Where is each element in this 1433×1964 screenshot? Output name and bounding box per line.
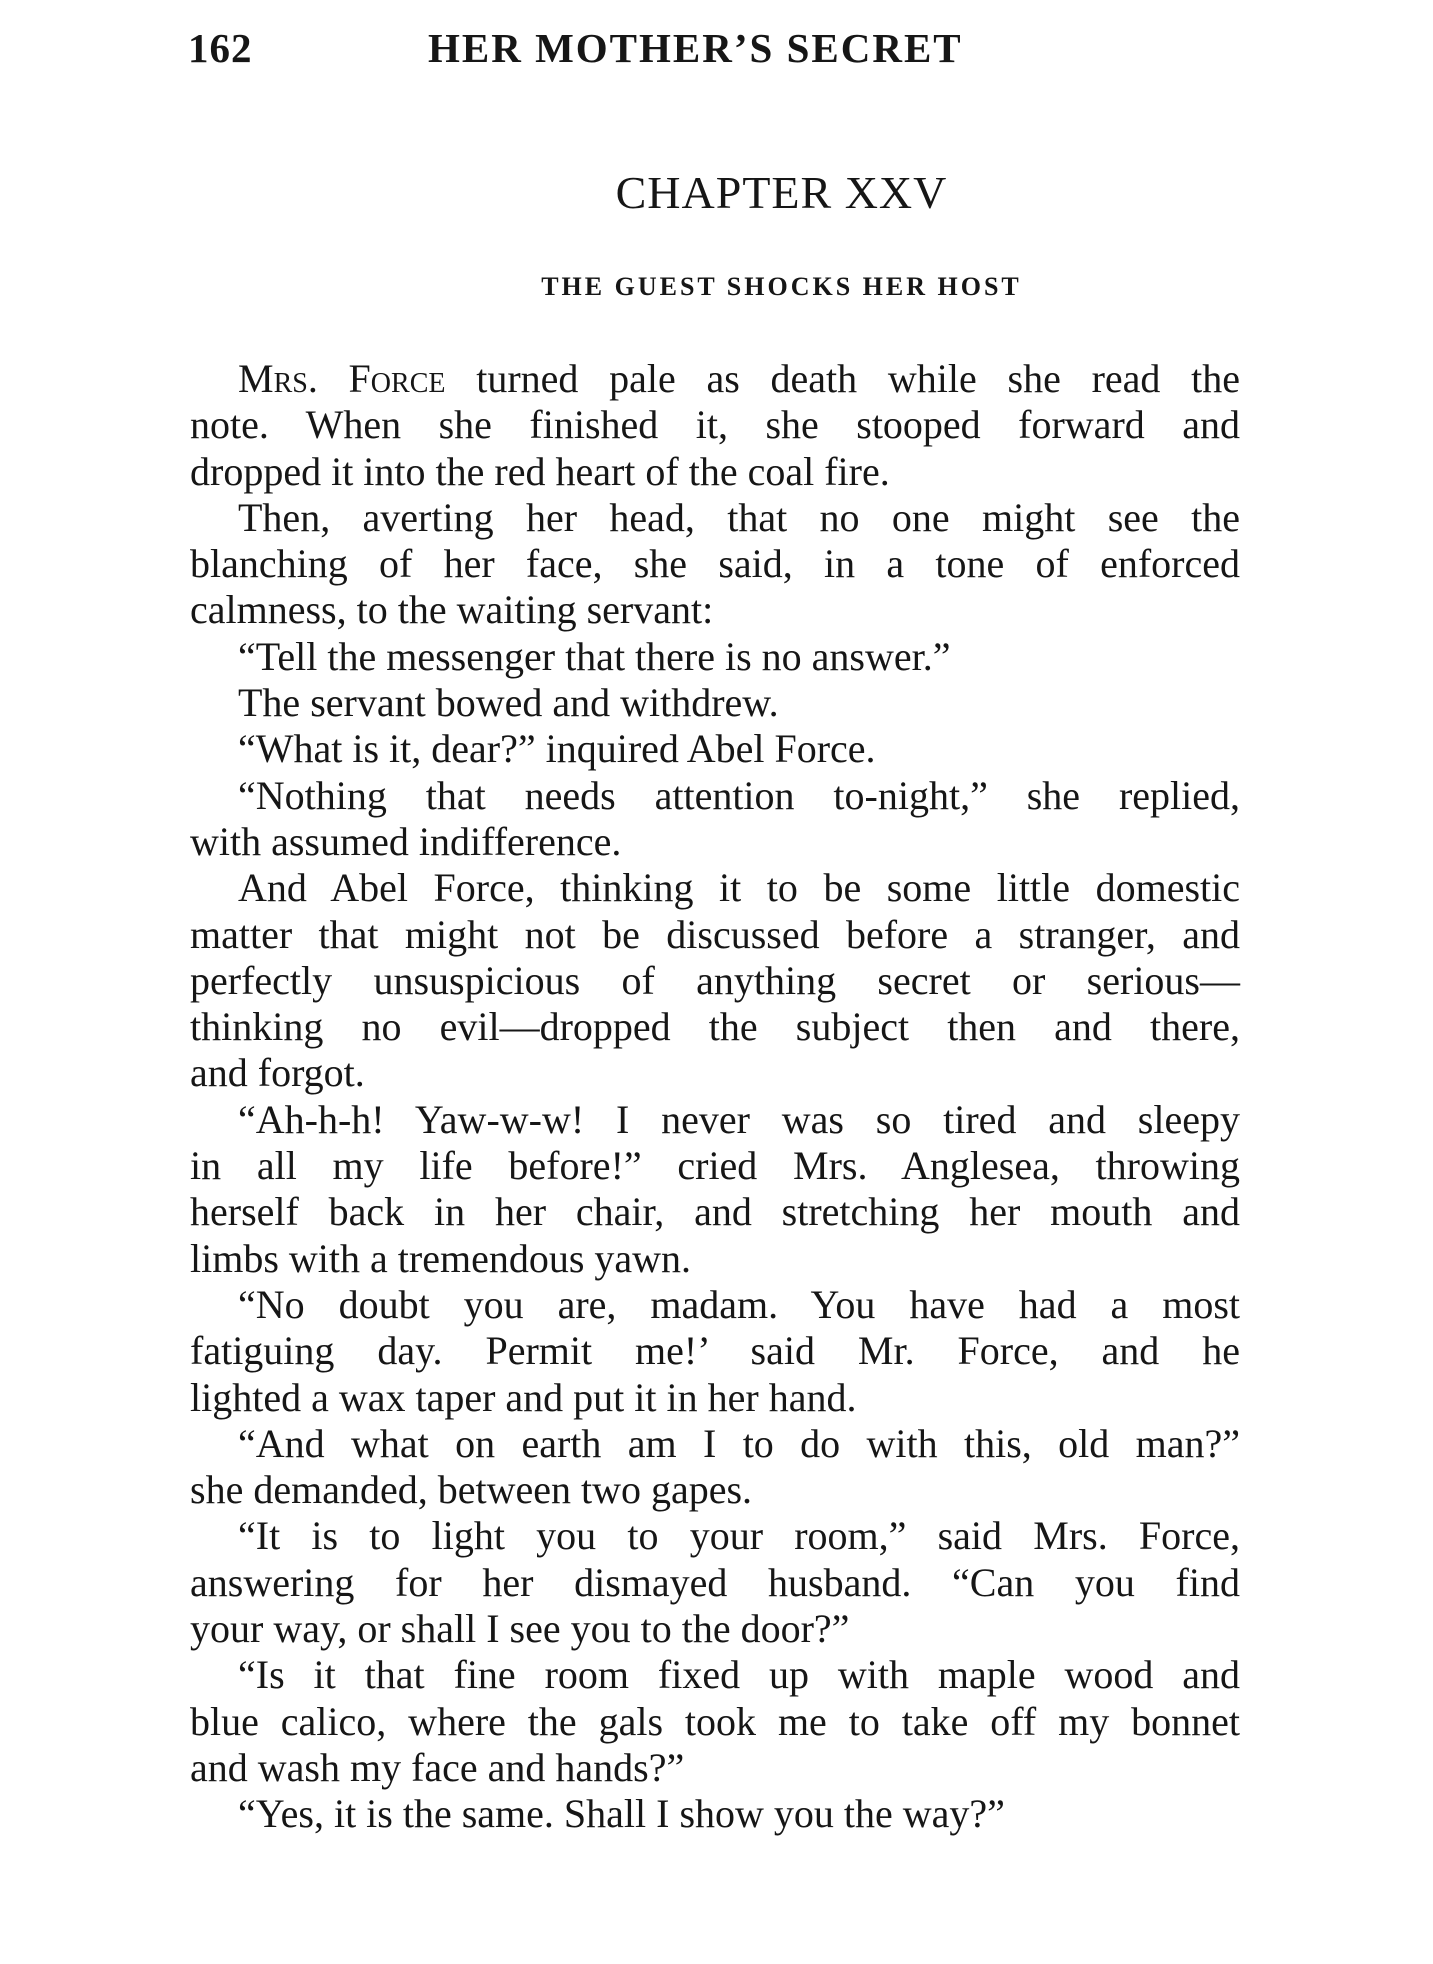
- text-line: dropped it into the red heart of the coal fire.: [190, 448, 890, 494]
- text-line: your way, or shall I see you to the door?”: [190, 1606, 850, 1652]
- text-line: perfectly unsuspicious of anything secret or serious—: [190, 957, 1240, 1003]
- text-line: fatiguing day. Permit me!’ said Mr. Force, and he: [190, 1328, 1240, 1374]
- text-line: with assumed indifference.: [190, 818, 622, 864]
- text-line: The servant bowed and withdrew.: [238, 680, 779, 726]
- text-line: lighted a wax taper and put it in her hand.: [190, 1374, 857, 1420]
- text-line: “Is it that fine room fixed up with maple wood and: [238, 1652, 1240, 1698]
- text-line-content: turned pale as death while she read the: [445, 356, 1240, 401]
- chapter-title: CHAPTER XXV: [615, 167, 948, 218]
- text-line: “It is to light you to your room,” said Mrs. Force,: [238, 1513, 1240, 1559]
- running-head: [188, 24, 1088, 84]
- text-line: and wash my face and hands?”: [190, 1744, 685, 1790]
- text-line: “And what on earth am I to do with this, old man?”: [238, 1420, 1240, 1466]
- text-line: in all my life before!” cried Mrs. Anglesea, throwing: [190, 1143, 1240, 1189]
- text-line: “Ah-h-h! Yaw-w-w! I never was so tired and sleepy: [238, 1096, 1240, 1142]
- text-line: thinking no evil—dropped the subject then and there,: [190, 1004, 1240, 1050]
- chapter-subtitle: THE GUEST SHOCKS HER HOST: [541, 272, 1022, 301]
- text-line: herself back in her chair, and stretching her mouth and: [190, 1189, 1240, 1235]
- text-line: [190, 356, 1240, 402]
- text-body: [190, 356, 1240, 1838]
- text-line: limbs with a tremendous yawn.: [190, 1235, 692, 1281]
- text-line: “Yes, it is the same. Shall I show you the way?”: [238, 1791, 1005, 1837]
- text-line: calmness, to the waiting servant:: [190, 587, 714, 633]
- text-line: “What is it, dear?” inquired Abel Force.: [238, 726, 876, 772]
- page-number: 162: [188, 25, 253, 71]
- text-line: note. When she finished it, she stooped forward and: [190, 402, 1240, 448]
- text-line: Then, averting her head, that no one might see the: [238, 494, 1240, 540]
- opening-name: Mrs. Force: [238, 356, 446, 401]
- text-line: “No doubt you are, madam. You have had a most: [238, 1281, 1240, 1327]
- text-line: “Tell the messenger that there is no answer.”: [238, 633, 951, 679]
- text-line: blanching of her face, she said, in a tone of enforced: [190, 541, 1240, 587]
- text-line: “Nothing that needs attention to-night,” she replied,: [238, 772, 1240, 818]
- text-line: matter that might not be discussed before a stranger, and: [190, 911, 1240, 957]
- text-line: And Abel Force, thinking it to be some little domestic: [238, 865, 1240, 911]
- text-line: and forgot.: [190, 1050, 365, 1096]
- book-title: HER MOTHER’S SECRET: [428, 25, 963, 71]
- text-line: she demanded, between two gapes.: [190, 1467, 753, 1513]
- text-line: answering for her dismayed husband. “Can you find: [190, 1559, 1240, 1605]
- text-line: blue calico, where the gals took me to take off my bonnet: [190, 1698, 1240, 1744]
